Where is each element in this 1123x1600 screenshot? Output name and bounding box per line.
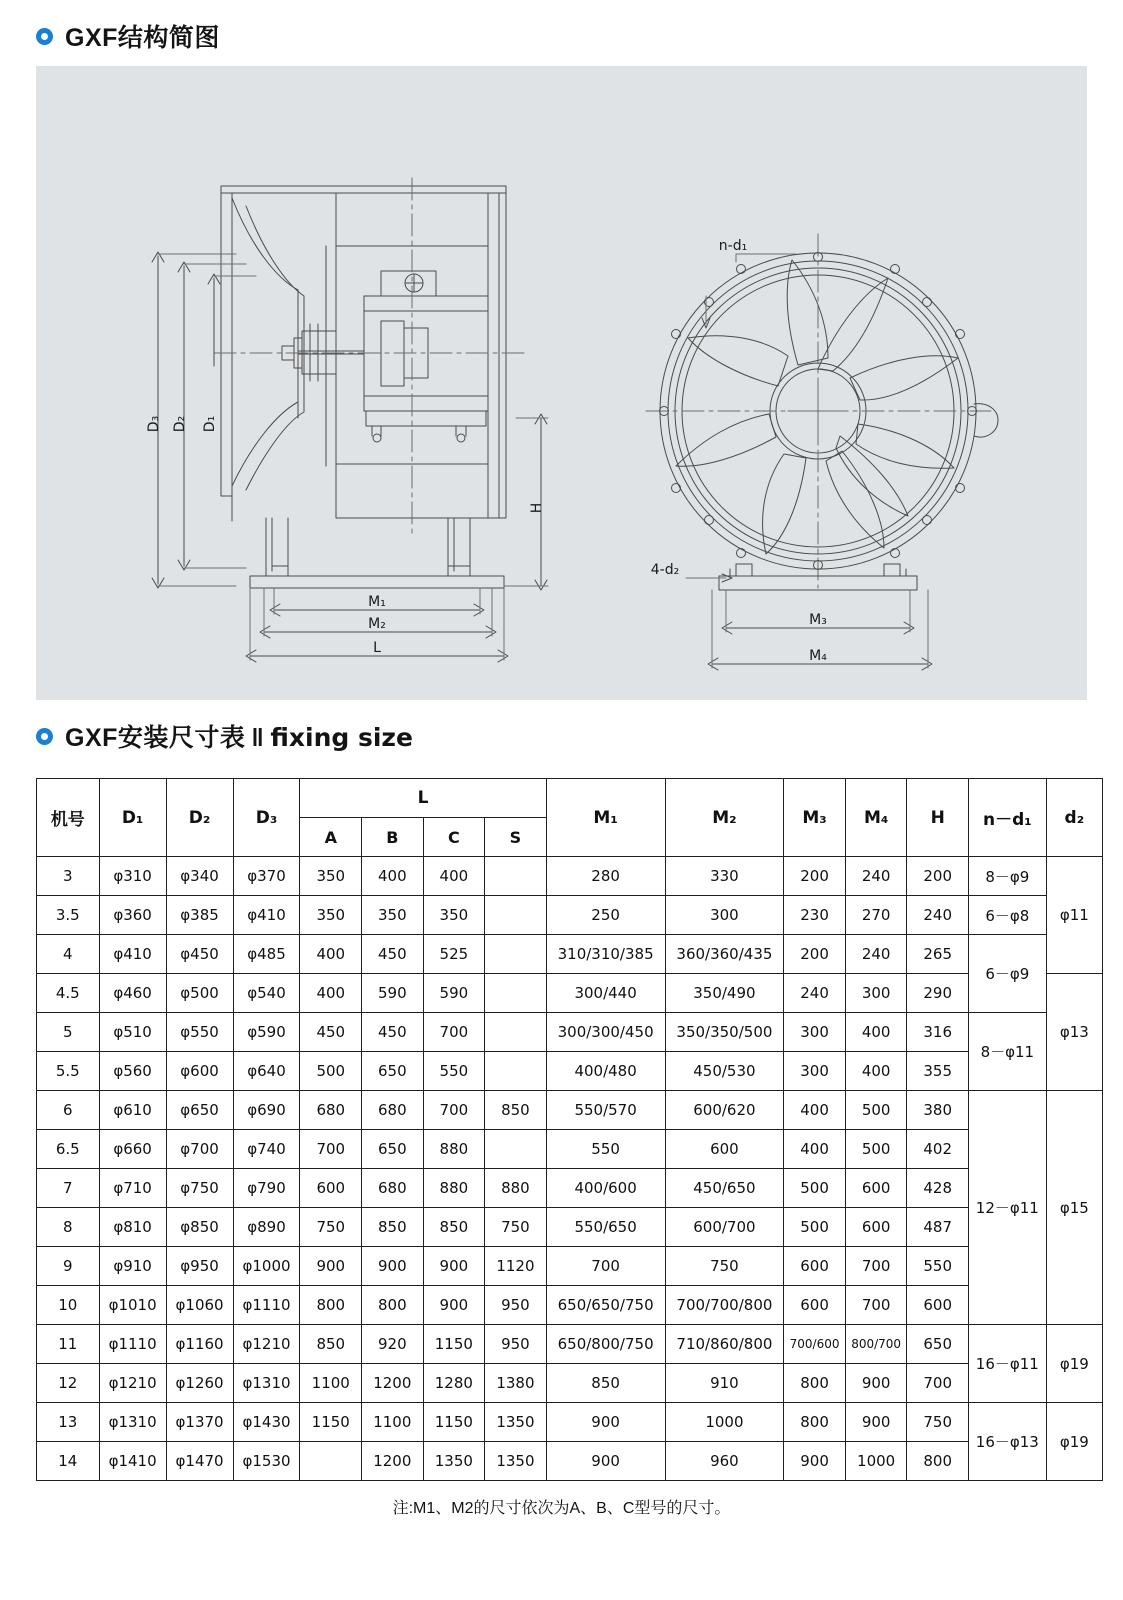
table-row <box>37 1091 1103 1130</box>
cell-m4: 1000 <box>845 1442 907 1481</box>
cell-d2: φ700 <box>166 1130 233 1169</box>
cell-m2: 600/620 <box>665 1091 784 1130</box>
cell-s: 1380 <box>485 1364 547 1403</box>
cell-c: 700 <box>423 1091 485 1130</box>
table-title-separator: ‖ <box>251 724 265 752</box>
header-l: L <box>300 779 546 818</box>
cell-s: 950 <box>485 1325 547 1364</box>
cell-b: 850 <box>362 1208 424 1247</box>
cell-d1: φ1010 <box>99 1286 166 1325</box>
cell-d3: φ1310 <box>233 1364 300 1403</box>
bullet-icon <box>36 728 53 745</box>
cell-m3: 700/600 <box>784 1325 846 1364</box>
table-title-cn: GXF安装尺寸表 <box>65 724 246 752</box>
cell-n-d1: 16－φ13 <box>968 1403 1046 1481</box>
cell-model: 3 <box>37 857 100 896</box>
cell-m3: 600 <box>784 1247 846 1286</box>
cell-c: 1150 <box>423 1325 485 1364</box>
cell-m1: 650/800/750 <box>546 1325 665 1364</box>
cell-m1: 250 <box>546 896 665 935</box>
cell-c: 850 <box>423 1208 485 1247</box>
cell-model: 5 <box>37 1013 100 1052</box>
cell-c: 700 <box>423 1013 485 1052</box>
cell-h: 355 <box>907 1052 969 1091</box>
cell-d2-hole: φ19 <box>1046 1325 1102 1403</box>
table-title <box>65 718 413 754</box>
cell-m3: 240 <box>784 974 846 1013</box>
cell-c: 880 <box>423 1130 485 1169</box>
cell-model: 5.5 <box>37 1052 100 1091</box>
header-n-d1: n－d₁ <box>968 779 1046 857</box>
cell-d2: φ1470 <box>166 1442 233 1481</box>
cell-d1: φ410 <box>99 935 166 974</box>
cell-s: 1350 <box>485 1442 547 1481</box>
diagram-title: GXF结构简图 <box>65 24 220 52</box>
cell-a: 700 <box>300 1130 362 1169</box>
cell-d2-hole: φ15 <box>1046 1091 1102 1325</box>
cell-m3: 230 <box>784 896 846 935</box>
header-m2: M₂ <box>665 779 784 857</box>
cell-d2: φ950 <box>166 1247 233 1286</box>
cell-m1: 550/570 <box>546 1091 665 1130</box>
cell-model: 12 <box>37 1364 100 1403</box>
cell-m2: 450/530 <box>665 1052 784 1091</box>
cell-d2: φ750 <box>166 1169 233 1208</box>
cell-m1: 700 <box>546 1247 665 1286</box>
cell-d3: φ890 <box>233 1208 300 1247</box>
fixing-size-table-wrap <box>36 778 1087 1518</box>
table-row <box>37 1208 1103 1247</box>
header-d2-hole: d₂ <box>1046 779 1102 857</box>
cell-m1: 550/650 <box>546 1208 665 1247</box>
cell-m1: 550 <box>546 1130 665 1169</box>
cell-d3: φ1430 <box>233 1403 300 1442</box>
diagram-section-heading <box>22 0 1101 66</box>
label-m2: M₂ <box>368 616 386 632</box>
cell-d3: φ485 <box>233 935 300 974</box>
cell-m1: 400/600 <box>546 1169 665 1208</box>
table-row <box>37 1442 1103 1481</box>
label-n-d1: n-d₁ <box>718 238 748 254</box>
cell-m4: 500 <box>845 1091 907 1130</box>
cell-d1: φ710 <box>99 1169 166 1208</box>
cell-m2: 600/700 <box>665 1208 784 1247</box>
table-row <box>37 1403 1103 1442</box>
cell-d3: φ590 <box>233 1013 300 1052</box>
cell-d3: φ640 <box>233 1052 300 1091</box>
cell-d2: φ500 <box>166 974 233 1013</box>
cell-m1: 300/440 <box>546 974 665 1013</box>
cell-m1: 280 <box>546 857 665 896</box>
cell-model: 7 <box>37 1169 100 1208</box>
cell-m4: 800/700 <box>845 1325 907 1364</box>
cell-m1: 850 <box>546 1364 665 1403</box>
table-row <box>37 896 1103 935</box>
cell-d1: φ460 <box>99 974 166 1013</box>
cell-d2: φ650 <box>166 1091 233 1130</box>
cell-m4: 900 <box>845 1403 907 1442</box>
cell-h: 240 <box>907 896 969 935</box>
table-note: 注:M1、M2的尺寸依次为A、B、C型号的尺寸。 <box>392 1500 731 1517</box>
cell-m3: 200 <box>784 857 846 896</box>
header-m4: M₄ <box>845 779 907 857</box>
cell-c: 1280 <box>423 1364 485 1403</box>
cell-m3: 200 <box>784 935 846 974</box>
table-row <box>37 857 1103 896</box>
cell-m1: 900 <box>546 1442 665 1481</box>
cell-d1: φ610 <box>99 1091 166 1130</box>
cell-c: 550 <box>423 1052 485 1091</box>
cell-d1: φ1310 <box>99 1403 166 1442</box>
cell-m1: 650/650/750 <box>546 1286 665 1325</box>
cell-d3: φ1530 <box>233 1442 300 1481</box>
cell-b: 1200 <box>362 1364 424 1403</box>
cell-s: 1350 <box>485 1403 547 1442</box>
header-d2: D₂ <box>166 779 233 857</box>
cell-d1: φ660 <box>99 1130 166 1169</box>
cell-d3: φ690 <box>233 1091 300 1130</box>
table-header-row-1 <box>37 779 1103 818</box>
cell-m1: 310/310/385 <box>546 935 665 974</box>
label-4-d2: 4-d₂ <box>650 562 680 578</box>
table-title-en: fixing size <box>270 723 413 752</box>
cell-model: 4 <box>37 935 100 974</box>
cell-d3: φ370 <box>233 857 300 896</box>
cell-m2: 600 <box>665 1130 784 1169</box>
label-m1: M₁ <box>368 594 386 610</box>
table-row <box>37 1052 1103 1091</box>
cell-s <box>485 857 547 896</box>
cell-h: 750 <box>907 1403 969 1442</box>
cell-s: 880 <box>485 1169 547 1208</box>
cell-c: 590 <box>423 974 485 1013</box>
cell-a <box>300 1442 362 1481</box>
cell-d1: φ810 <box>99 1208 166 1247</box>
cell-s <box>485 935 547 974</box>
cell-n-d1: 12－φ11 <box>968 1091 1046 1325</box>
cell-s <box>485 974 547 1013</box>
cell-m2: 350/490 <box>665 974 784 1013</box>
cell-m2: 330 <box>665 857 784 896</box>
cell-d1: φ1110 <box>99 1325 166 1364</box>
cell-n-d1: 16－φ11 <box>968 1325 1046 1403</box>
cell-h: 316 <box>907 1013 969 1052</box>
label-m3: M₃ <box>809 612 827 628</box>
cell-d2: φ1260 <box>166 1364 233 1403</box>
cell-d1: φ310 <box>99 857 166 896</box>
cell-model: 13 <box>37 1403 100 1442</box>
cell-b: 920 <box>362 1325 424 1364</box>
cell-d1: φ1410 <box>99 1442 166 1481</box>
cell-h: 402 <box>907 1130 969 1169</box>
cell-a: 680 <box>300 1091 362 1130</box>
cell-s <box>485 1013 547 1052</box>
cell-model: 9 <box>37 1247 100 1286</box>
cell-m2: 300 <box>665 896 784 935</box>
cell-model: 11 <box>37 1325 100 1364</box>
table-row <box>37 1169 1103 1208</box>
cell-s: 750 <box>485 1208 547 1247</box>
cell-h: 290 <box>907 974 969 1013</box>
cell-m1: 900 <box>546 1403 665 1442</box>
cell-b: 400 <box>362 857 424 896</box>
cell-b: 800 <box>362 1286 424 1325</box>
table-section-heading <box>22 700 1101 766</box>
cell-m4: 300 <box>845 974 907 1013</box>
cell-c: 900 <box>423 1247 485 1286</box>
cell-h: 428 <box>907 1169 969 1208</box>
table-row <box>37 935 1103 974</box>
cell-d3: φ1000 <box>233 1247 300 1286</box>
cell-m3: 800 <box>784 1364 846 1403</box>
cell-a: 400 <box>300 935 362 974</box>
cell-h: 650 <box>907 1325 969 1364</box>
cell-c: 400 <box>423 857 485 896</box>
cell-h: 265 <box>907 935 969 974</box>
header-h: H <box>907 779 969 857</box>
cell-n-d1: 6－φ8 <box>968 896 1046 935</box>
cell-m4: 600 <box>845 1169 907 1208</box>
header-d3: D₃ <box>233 779 300 857</box>
table-row <box>37 1364 1103 1403</box>
cell-s: 850 <box>485 1091 547 1130</box>
fixing-size-table <box>36 778 1103 1481</box>
cell-b: 450 <box>362 1013 424 1052</box>
cell-a: 600 <box>300 1169 362 1208</box>
table-body <box>37 857 1103 1481</box>
cell-m4: 400 <box>845 1013 907 1052</box>
cell-a: 350 <box>300 857 362 896</box>
cell-d2: φ450 <box>166 935 233 974</box>
cell-m2: 750 <box>665 1247 784 1286</box>
label-m4: M₄ <box>809 648 827 664</box>
cell-b: 1100 <box>362 1403 424 1442</box>
cell-s <box>485 1052 547 1091</box>
cell-model: 14 <box>37 1442 100 1481</box>
cell-b: 590 <box>362 974 424 1013</box>
cell-m1: 400/480 <box>546 1052 665 1091</box>
cell-d3: φ540 <box>233 974 300 1013</box>
label-d2: D₂ <box>172 415 188 433</box>
cell-a: 1150 <box>300 1403 362 1442</box>
cell-d1: φ360 <box>99 896 166 935</box>
cell-h: 700 <box>907 1364 969 1403</box>
cell-m3: 600 <box>784 1286 846 1325</box>
cell-d2: φ600 <box>166 1052 233 1091</box>
cell-m3: 300 <box>784 1052 846 1091</box>
cell-m3: 900 <box>784 1442 846 1481</box>
cell-d2-hole: φ11 <box>1046 857 1102 974</box>
cell-d2: φ340 <box>166 857 233 896</box>
cell-m3: 500 <box>784 1169 846 1208</box>
cell-d2: φ550 <box>166 1013 233 1052</box>
label-l: L <box>373 640 381 656</box>
cell-m2: 450/650 <box>665 1169 784 1208</box>
gxf-structure-drawing <box>36 66 1087 700</box>
cell-s <box>485 896 547 935</box>
cell-c: 880 <box>423 1169 485 1208</box>
cell-model: 8 <box>37 1208 100 1247</box>
cell-d2: φ385 <box>166 896 233 935</box>
cell-b: 350 <box>362 896 424 935</box>
cell-model: 6 <box>37 1091 100 1130</box>
cell-m3: 800 <box>784 1403 846 1442</box>
cell-m2: 960 <box>665 1442 784 1481</box>
cell-a: 400 <box>300 974 362 1013</box>
header-d1: D₁ <box>99 779 166 857</box>
cell-m4: 700 <box>845 1247 907 1286</box>
cell-b: 1200 <box>362 1442 424 1481</box>
table-row <box>37 1325 1103 1364</box>
cell-a: 500 <box>300 1052 362 1091</box>
cell-m2: 1000 <box>665 1403 784 1442</box>
cell-m1: 300/300/450 <box>546 1013 665 1052</box>
cell-d2-hole: φ13 <box>1046 974 1102 1091</box>
header-model: 机号 <box>37 779 100 857</box>
cell-s <box>485 1130 547 1169</box>
header-l-b: B <box>362 818 424 857</box>
cell-m4: 600 <box>845 1208 907 1247</box>
cell-a: 900 <box>300 1247 362 1286</box>
table-row <box>37 974 1103 1013</box>
cell-a: 1100 <box>300 1364 362 1403</box>
cell-m4: 900 <box>845 1364 907 1403</box>
cell-d2: φ1370 <box>166 1403 233 1442</box>
cell-c: 900 <box>423 1286 485 1325</box>
table-row <box>37 1286 1103 1325</box>
cell-m4: 240 <box>845 935 907 974</box>
cell-a: 850 <box>300 1325 362 1364</box>
cell-c: 1150 <box>423 1403 485 1442</box>
cell-model: 10 <box>37 1286 100 1325</box>
cell-m3: 300 <box>784 1013 846 1052</box>
cell-d1: φ1210 <box>99 1364 166 1403</box>
cell-m3: 400 <box>784 1091 846 1130</box>
cell-m2: 360/360/435 <box>665 935 784 974</box>
cell-d3: φ410 <box>233 896 300 935</box>
cell-h: 600 <box>907 1286 969 1325</box>
cell-s: 1120 <box>485 1247 547 1286</box>
header-l-s: S <box>485 818 547 857</box>
cell-m4: 700 <box>845 1286 907 1325</box>
cell-d3: φ1110 <box>233 1286 300 1325</box>
cell-d2: φ1060 <box>166 1286 233 1325</box>
cell-m4: 500 <box>845 1130 907 1169</box>
cell-b: 650 <box>362 1052 424 1091</box>
cell-m4: 270 <box>845 896 907 935</box>
cell-b: 680 <box>362 1091 424 1130</box>
cell-d3: φ1210 <box>233 1325 300 1364</box>
label-d1: D₁ <box>202 415 218 433</box>
cell-m3: 400 <box>784 1130 846 1169</box>
cell-m4: 240 <box>845 857 907 896</box>
cell-m2: 710/860/800 <box>665 1325 784 1364</box>
cell-a: 350 <box>300 896 362 935</box>
cell-d1: φ510 <box>99 1013 166 1052</box>
header-m3: M₃ <box>784 779 846 857</box>
cell-m3: 500 <box>784 1208 846 1247</box>
cell-model: 3.5 <box>37 896 100 935</box>
cell-n-d1: 6－φ9 <box>968 935 1046 1013</box>
cell-h: 800 <box>907 1442 969 1481</box>
table-row <box>37 1247 1103 1286</box>
cell-m4: 400 <box>845 1052 907 1091</box>
cell-model: 4.5 <box>37 974 100 1013</box>
cell-a: 750 <box>300 1208 362 1247</box>
cell-h: 487 <box>907 1208 969 1247</box>
cell-c: 525 <box>423 935 485 974</box>
cell-b: 680 <box>362 1169 424 1208</box>
table-row <box>37 1013 1103 1052</box>
cell-h: 200 <box>907 857 969 896</box>
label-h: H <box>529 502 545 514</box>
cell-d3: φ740 <box>233 1130 300 1169</box>
cell-a: 450 <box>300 1013 362 1052</box>
bullet-icon <box>36 28 53 45</box>
cell-h: 550 <box>907 1247 969 1286</box>
header-l-c: C <box>423 818 485 857</box>
label-d3: D₃ <box>146 415 162 433</box>
cell-a: 800 <box>300 1286 362 1325</box>
cell-n-d1: 8－φ9 <box>968 857 1046 896</box>
cell-c: 350 <box>423 896 485 935</box>
cell-d1: φ560 <box>99 1052 166 1091</box>
cell-s: 950 <box>485 1286 547 1325</box>
cell-m2: 700/700/800 <box>665 1286 784 1325</box>
cell-b: 450 <box>362 935 424 974</box>
table-row <box>37 1130 1103 1169</box>
cell-n-d1: 8－φ11 <box>968 1013 1046 1091</box>
cell-d1: φ910 <box>99 1247 166 1286</box>
cell-c: 1350 <box>423 1442 485 1481</box>
cell-d2: φ850 <box>166 1208 233 1247</box>
cell-d3: φ790 <box>233 1169 300 1208</box>
cell-m2: 910 <box>665 1364 784 1403</box>
cell-d2: φ1160 <box>166 1325 233 1364</box>
cell-model: 6.5 <box>37 1130 100 1169</box>
cell-d2-hole: φ19 <box>1046 1403 1102 1481</box>
cell-b: 650 <box>362 1130 424 1169</box>
cell-m2: 350/350/500 <box>665 1013 784 1052</box>
cell-h: 380 <box>907 1091 969 1130</box>
header-m1: M₁ <box>546 779 665 857</box>
cell-b: 900 <box>362 1247 424 1286</box>
header-l-a: A <box>300 818 362 857</box>
